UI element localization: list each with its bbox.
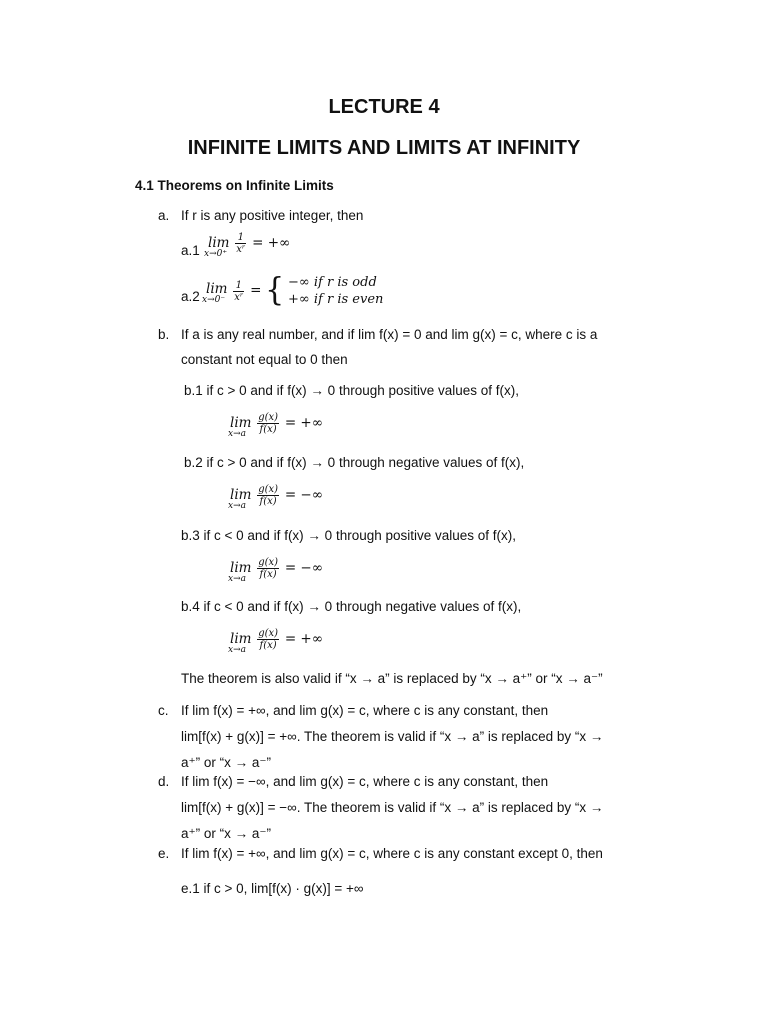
- frac-denominator: f(x): [259, 640, 277, 651]
- item-b-note: The theorem is also valid if “x → a” is replaced by “x → a⁺” or “x → a⁻”: [181, 671, 603, 686]
- lim-subscript: x→a: [228, 645, 246, 656]
- lim-subscript: x→a: [228, 501, 246, 512]
- frac-denominator: xʳ: [236, 244, 246, 255]
- frac-denominator: f(x): [259, 496, 277, 507]
- item-a2-formula: lim x→0⁻ $\frac{1}{\text{xʳ}}$ = { −∞ if r is odd +∞ if r is even: [202, 272, 384, 309]
- section-heading: 4.1 Theorems on Infinite Limits: [135, 178, 334, 193]
- item-a1-result: = +∞: [252, 235, 291, 252]
- item-b3-text: b.3 if c < 0 and if f(x) → 0 through positive values of f(x),: [181, 528, 517, 543]
- item-b1-formula: [228, 412, 323, 440]
- item-c-line3: a⁺” or “x → a⁻”: [181, 755, 272, 770]
- item-d-line1: If lim f(x) = −∞, and lim g(x) = c, where c is any constant, then: [181, 774, 549, 789]
- item-b1-result: = +∞: [284, 415, 323, 432]
- lim-subscript: x→a: [228, 429, 246, 440]
- frac-denominator: f(x): [259, 424, 277, 435]
- item-e1-text: e.1 if c > 0, lim[f(x) · g(x)] = +∞: [181, 881, 364, 896]
- item-b3-result: = −∞: [284, 560, 323, 577]
- item-b4-result: = +∞: [284, 631, 323, 648]
- item-c-line1: If lim f(x) = +∞, and lim g(x) = c, where c is any constant, then: [181, 703, 549, 718]
- frac-numerator: g(x): [258, 628, 279, 639]
- lim-subscript: x→a: [228, 574, 246, 585]
- lim-word: lim: [230, 487, 252, 504]
- item-a-intro: If r is any positive integer, then: [181, 208, 364, 223]
- item-b4-formula: [228, 628, 323, 656]
- item-b2-text: b.2 if c > 0 and if f(x) → 0 through negative values of f(x),: [184, 455, 525, 470]
- lim-word: lim: [230, 631, 252, 648]
- item-b4-text: b.4 if c < 0 and if f(x) → 0 through negative values of f(x),: [181, 599, 522, 614]
- frac-denominator: f(x): [259, 569, 277, 580]
- lecture-number: LECTURE 4: [328, 96, 440, 118]
- item-a-marker: a.: [158, 208, 170, 223]
- item-a2-case-even: +∞ if r is even: [288, 292, 384, 307]
- frac-numerator: g(x): [258, 412, 279, 423]
- brace-symbol: {: [265, 272, 285, 309]
- item-a2-case-odd: −∞ if r is odd: [288, 275, 377, 290]
- item-d-line2: lim[f(x) + g(x)] = −∞. The theorem is valid if “x → a” is replaced by “x →: [181, 800, 604, 815]
- item-a1-label: a.1: [181, 243, 200, 258]
- item-d-marker: d.: [158, 774, 170, 789]
- frac-numerator: g(x): [258, 557, 279, 568]
- lim-word: lim: [230, 560, 252, 577]
- item-c-marker: c.: [158, 703, 169, 718]
- item-a1-formula: [204, 232, 291, 260]
- item-b2-result: = −∞: [284, 487, 323, 504]
- item-c-line2: lim[f(x) + g(x)] = +∞. The theorem is valid if “x → a” is replaced by “x →: [181, 729, 604, 744]
- frac-denominator: xʳ: [234, 291, 244, 303]
- item-b1-text: b.1 if c > 0 and if f(x) → 0 through positive values of f(x),: [184, 383, 520, 398]
- frac-numerator: g(x): [258, 484, 279, 495]
- item-b-line2: constant not equal to 0 then: [181, 352, 348, 367]
- item-b2-formula: [228, 484, 323, 512]
- item-b-marker: b.: [158, 327, 170, 342]
- lim-word: lim: [208, 235, 230, 252]
- lim-word: lim: [206, 280, 228, 297]
- item-e-line1: If lim f(x) = +∞, and lim g(x) = c, where c is any constant except 0, then: [181, 846, 603, 861]
- item-b-line1: If a is any real number, and if lim f(x) = 0 and lim g(x) = c, where c is a: [181, 327, 598, 342]
- item-d-line3: a⁺” or “x → a⁻”: [181, 826, 272, 841]
- frac-numerator: 1: [235, 232, 246, 244]
- frac-numerator: 1: [233, 280, 244, 292]
- item-b3-formula: [228, 557, 323, 585]
- lecture-title: INFINITE LIMITS AND LIMITS AT INFINITY: [187, 137, 581, 159]
- lim-word: lim: [230, 415, 252, 432]
- item-a2-label: a.2: [181, 289, 200, 304]
- lim-subscript: x→0⁻: [202, 294, 226, 305]
- lim-subscript: x→0⁺: [204, 249, 228, 260]
- item-e-marker: e.: [158, 846, 170, 861]
